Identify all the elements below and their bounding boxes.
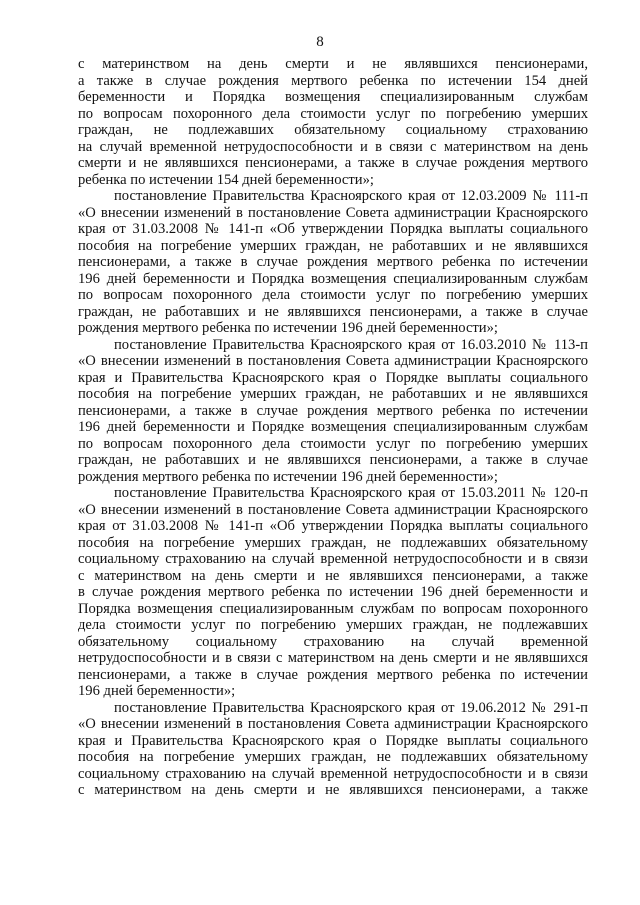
- text-line: а также в случае рождения мертвого ребенка по истечении 154 дней: [78, 72, 588, 89]
- text-line: 196 дней беременности»;: [78, 683, 236, 699]
- text-line: по вопросам похоронного дела стоимости услуг по погребению умерших: [78, 105, 588, 122]
- text-line: пособия на погребение умерших граждан, не подлежавших обязательному: [78, 534, 588, 551]
- paragraph: [78, 56, 588, 188]
- text-line: ребенка по истечении 154 дней беременности»;: [78, 171, 374, 188]
- text-line: «О внесении изменений в постановления Совета администрации Красноярского: [78, 716, 588, 732]
- text-line: «О внесении изменений в постановления Совета администрации Красноярского: [78, 353, 588, 369]
- text-line: пособия на погребение умерших граждан, не подлежавших обязательному: [78, 749, 588, 765]
- text-line: с материнством на день смерти и не являвшихся пенсионерами, а также: [78, 567, 588, 584]
- document-body: [78, 56, 588, 799]
- paragraph: [78, 700, 588, 799]
- text-line: социальному страхованию на случай временной нетрудоспособности и в связи: [78, 551, 588, 567]
- text-line: граждан, не подлежавших обязательному социальному страхованию: [78, 122, 588, 138]
- text-line: смерти и не являвшихся пенсионерами, а также в случае рождения мертвого: [78, 155, 588, 171]
- text-line: края от 31.03.2008 № 141-п «Об утверждении Порядка выплаты социального: [78, 221, 588, 237]
- text-line: 196 дней беременности и Порядке возмещения специализированным службам: [78, 419, 588, 435]
- paragraph: [78, 485, 588, 700]
- text-line: с материнством на день смерти и не являвшихся пенсионерами, а также: [78, 782, 588, 798]
- text-line: пенсионерами, а также в случае рождения мертвого ребенка по истечении: [78, 402, 588, 419]
- text-line: постановление Правительства Красноярского края от 19.06.2012 № 291-п: [114, 699, 588, 716]
- text-line: пособия на погребение умерших граждан, не работавших и не являвшихся: [78, 386, 588, 402]
- text-line: дела стоимости услуг по погребению умерших граждан, не подлежавших: [78, 617, 588, 633]
- text-line: социальному страхованию на случай временной нетрудоспособности и в связи: [78, 765, 588, 782]
- text-line: рождения мертвого ребенка по истечении 196 дней беременности»;: [78, 320, 498, 336]
- text-line: 196 дней беременности и Порядка возмещения специализированным службам: [78, 270, 588, 287]
- text-line: беременности и Порядка возмещения специализированным службам: [78, 89, 588, 105]
- text-line: края и Правительства Красноярского края о Порядке выплаты социального: [78, 369, 588, 386]
- text-line: пособия на погребение умерших граждан, не работавших и не являвшихся: [78, 237, 588, 254]
- text-line: нетрудоспособности и в связи с материнством на день смерти и не являвшихся: [78, 650, 588, 666]
- text-line: в случае рождения мертвого ребенка по истечении 196 дней беременности и: [78, 584, 588, 600]
- text-line: по вопросам похоронного дела стоимости услуг по погребению умерших: [78, 435, 588, 452]
- text-line: пенсионерами, а также в случае рождения мертвого ребенка по истечении: [78, 666, 588, 683]
- text-line: постановление Правительства Красноярского края от 16.03.2010 № 113-п: [114, 336, 588, 353]
- text-line: края от 31.03.2008 № 141-п «Об утверждении Порядка выплаты социального: [78, 518, 588, 534]
- text-line: обязательному социальному страхованию на случай временной: [78, 633, 588, 650]
- text-line: граждан, не работавших и не являвшихся пенсионерами, а также в случае: [78, 303, 588, 320]
- text-line: постановление Правительства Красноярского края от 12.03.2009 № 111-п: [114, 188, 588, 204]
- text-line: по вопросам похоронного дела стоимости услуг по погребению умерших: [78, 287, 588, 303]
- text-line: с материнством на день смерти и не являвшихся пенсионерами,: [78, 56, 588, 72]
- page-number: 8: [316, 34, 324, 50]
- text-line: «О внесении изменений в постановление Совета администрации Красноярского: [78, 501, 588, 518]
- text-line: граждан, не работавших и не являвшихся пенсионерами, а также в случае: [78, 452, 588, 468]
- paragraph: [78, 188, 588, 337]
- text-line: на случай временной нетрудоспособности и в связи с материнством на день: [78, 138, 588, 155]
- text-line: пенсионерами, а также в случае рождения мертвого ребенка по истечении: [78, 254, 588, 270]
- text-line: Порядка возмещения специализированным службам по вопросам похоронного: [78, 600, 588, 617]
- text-line: рождения мертвого ребенка по истечении 196 дней беременности»;: [78, 468, 498, 485]
- text-line: постановление Правительства Красноярского края от 15.03.2011 № 120-п: [114, 485, 588, 501]
- paragraph: [78, 337, 588, 486]
- text-line: края и Правительства Красноярского края о Порядке выплаты социального: [78, 732, 588, 749]
- text-line: «О внесении изменений в постановление Совета администрации Красноярского: [78, 204, 588, 221]
